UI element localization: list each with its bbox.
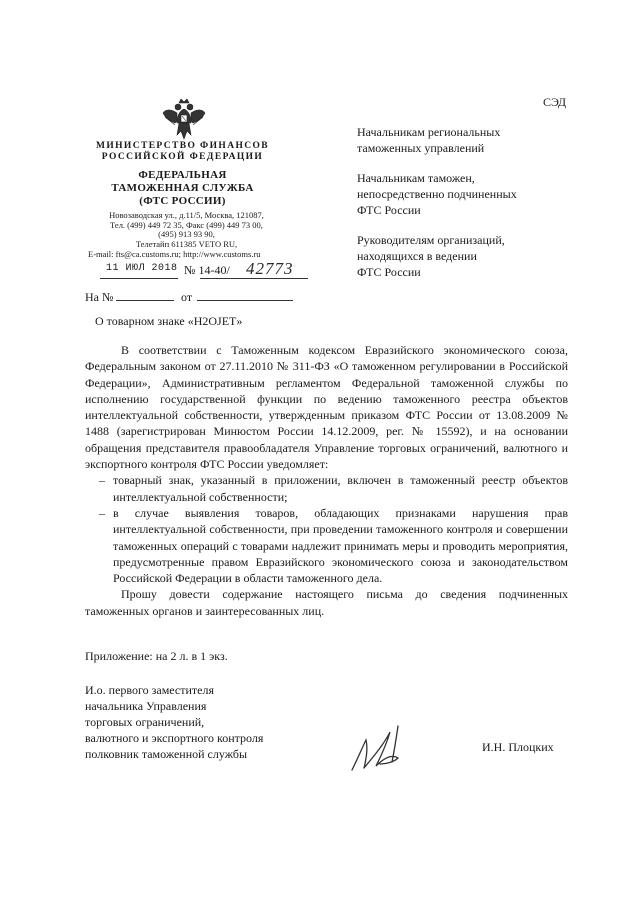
reg-number-handwritten: 42773 xyxy=(246,259,294,278)
ministry-line: МИНИСТЕРСТВО ФИНАНСОВ xyxy=(95,141,270,151)
contact-line: Новозаводская ул., д.11/5, Москва, 121087, xyxy=(109,210,264,220)
reg-date-underline xyxy=(100,278,178,279)
reference-date-blank xyxy=(197,300,293,301)
service-line: ТАМОЖЕННАЯ СЛУЖБА xyxy=(111,182,254,194)
addressee-line: Руководителям организаций, xyxy=(357,233,505,247)
handwritten-signature-icon xyxy=(340,718,420,778)
service-line: ФЕДЕРАЛЬНАЯ xyxy=(138,169,227,181)
contact-line: Телетайп 611385 VETO RU, xyxy=(135,238,238,249)
addressee-line: таможенных управлений xyxy=(357,141,485,155)
email-line: E-mail: fts@ca.customs.ru; http://www.customs.ru xyxy=(88,249,261,259)
closing-paragraph: Прошу довести содержание настоящего письма до сведения подчиненных таможенных органов и заинтересованных лиц. xyxy=(85,587,568,618)
addressees xyxy=(357,124,557,294)
reference-number-blank xyxy=(116,300,174,301)
reg-number-prefix: № 14-40/ xyxy=(184,263,230,277)
bullet-dash: – xyxy=(99,473,105,488)
attachment-note: Приложение: на 2 л. в 1 экз. xyxy=(85,649,228,663)
service-name xyxy=(100,169,265,208)
reg-date: 11 ИЮЛ 2018 xyxy=(106,263,178,274)
bullet-item xyxy=(85,505,568,586)
reference-from-label: от xyxy=(181,290,193,304)
addressee-block xyxy=(357,124,557,156)
addressee-line: ФТС России xyxy=(357,265,421,279)
subject-line: О товарном знаке «H2OJET» xyxy=(95,314,243,328)
addressee-line: Начальникам таможен, xyxy=(357,171,475,185)
signatory-title-line: И.о. первого заместителя xyxy=(85,683,214,697)
signatory-title-line: полковник таможенной службы xyxy=(85,747,248,761)
addressee-block xyxy=(357,232,557,280)
contact-block xyxy=(84,211,289,249)
bullet-dash: – xyxy=(99,505,105,520)
signatory-title xyxy=(85,682,263,762)
bullet-text: товарный знак, указанный в приложении, включен в таможенный реестр объектов интеллектуальной собственности; xyxy=(113,473,568,504)
addressee-line: непосредственно подчиненных xyxy=(357,187,517,201)
letter-body xyxy=(85,342,568,619)
bullet-item xyxy=(85,472,568,505)
contact-line: Тел. (499) 449 72 35, Факс (499) 449 73 00, xyxy=(110,219,263,230)
bullet-text: в случае выявления товаров, обладающих признаками нарушения прав интеллектуальной собственности, при проведении таможенного контроля и совершении таможенных операций с товарами надлежит принимать меры и проводить мероприятия, предусмотренные правом Евразийского экономического союза и законодательством Российской Федерации в области таможенного дела. xyxy=(113,505,568,586)
signatory-title-line: начальника Управления xyxy=(85,699,207,713)
addressee-line: находящихся в ведении xyxy=(357,249,477,263)
service-line: (ФТС РОССИИ) xyxy=(139,195,226,207)
contact-line: (495) 913 93 90, xyxy=(158,229,215,240)
addressee-block xyxy=(357,170,557,218)
russian-coat-of-arms-icon xyxy=(161,97,207,141)
signatory-name: И.Н. Плоцких xyxy=(482,740,554,754)
sed-mark: СЭД xyxy=(543,95,567,109)
intro-paragraph: В соответствии с Таможенным кодексом Евразийского экономического союза, Федеральным законом от 27.11.2010 № 311-ФЗ «О таможенном регулировании в Российской Федерации», Административным регламентом Федеральной таможенной службы по исполнению государственной функции по ведению таможенного реестра объектов интеллектуальной собственности, утвержденным приказом ФТС России от 13.08.2009 № 1488 (зарегистрирован Минюстом России 14.12.2009, рег. № 15592), и на основании обращения представителя правообладателя Управление торговых ограничений, валютного и экспортного контроля ФТС России уведомляет: xyxy=(85,343,568,472)
addressee-line: ФТС России xyxy=(357,203,421,217)
addressee-line: Начальникам региональных xyxy=(357,125,501,139)
ministry-line: РОССИЙСКОЙ ФЕДЕРАЦИИ xyxy=(101,152,264,162)
signatory-title-line: торговых ограничений, xyxy=(85,715,205,729)
ministry-name xyxy=(90,141,275,163)
signatory-title-line: валютного и экспортного контроля xyxy=(85,731,264,745)
reference-number-label: На № xyxy=(85,290,114,304)
